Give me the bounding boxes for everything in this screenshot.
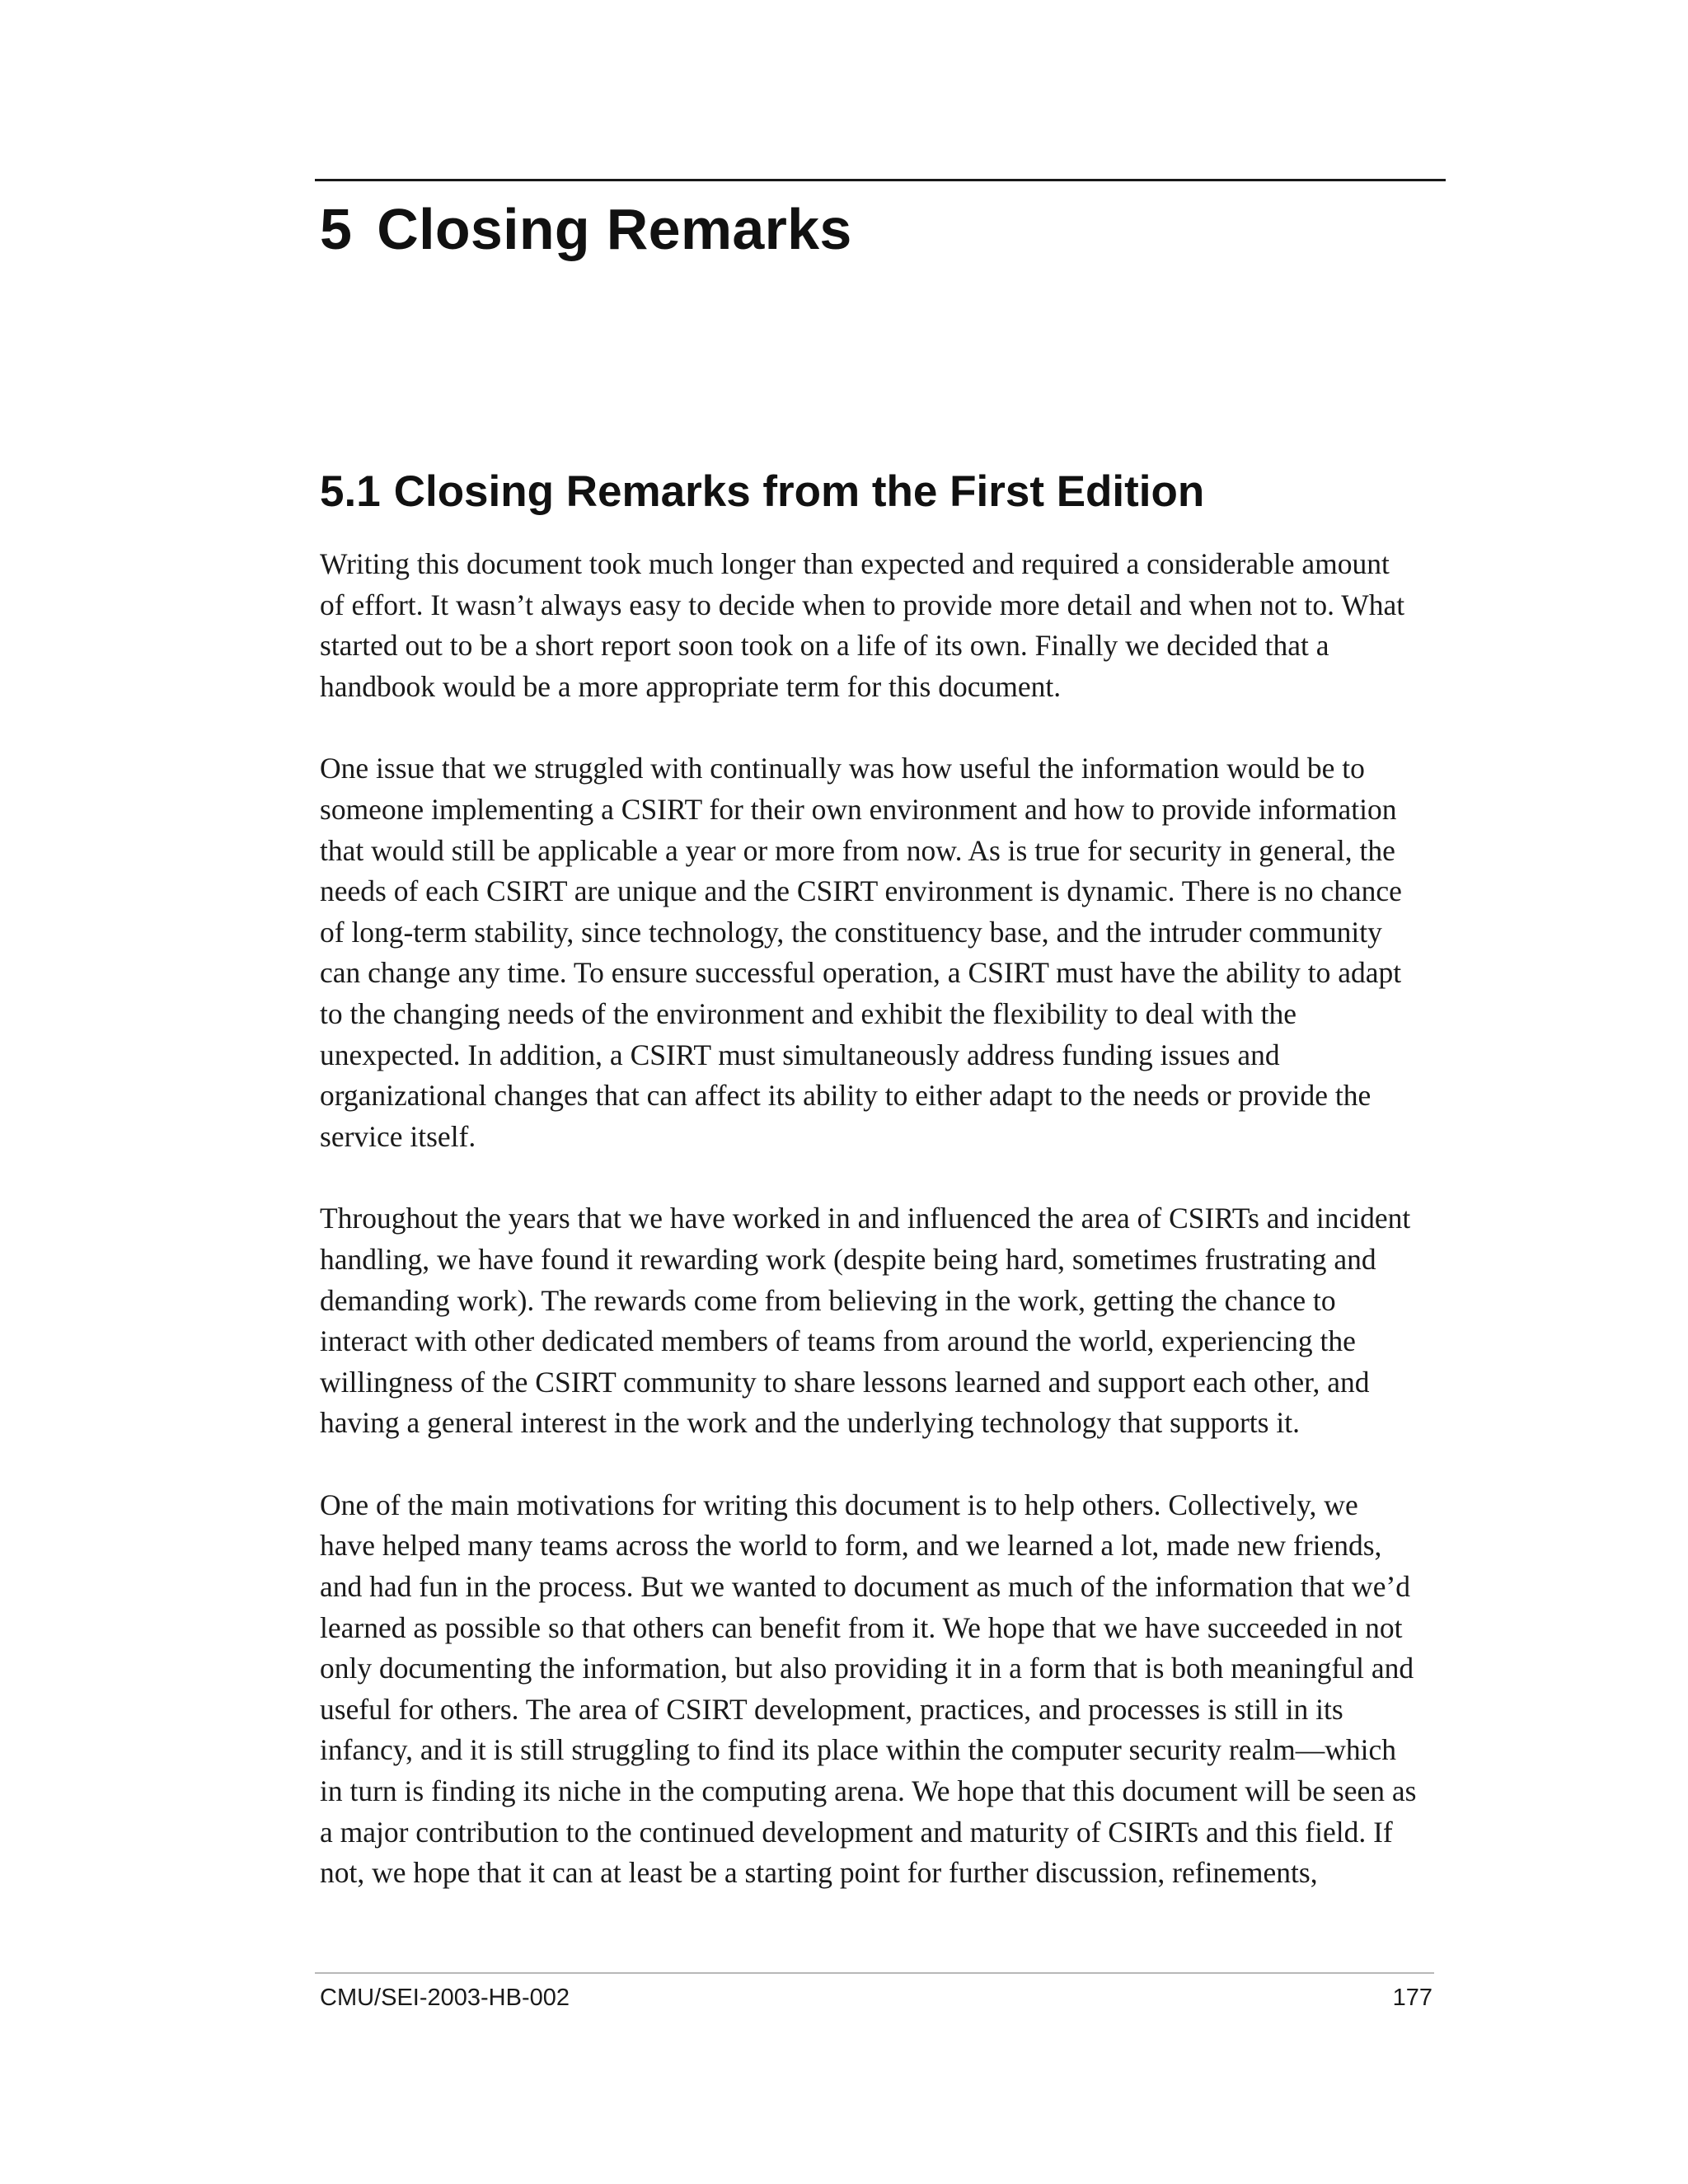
paragraph-line: needs of each CSIRT are unique and the CSIRT environment is dynamic. There is no chance (320, 874, 1402, 908)
chapter-title (320, 194, 852, 264)
paragraph-line: someone implementing a CSIRT for their own environment and how to provide information (320, 792, 1397, 826)
paragraph-line: having a general interest in the work and the underlying technology that supports it. (320, 1406, 1300, 1440)
paragraph-line: that would still be applicable a year or more from now. As is true for security in general, the (320, 833, 1395, 867)
paragraph-line: and had fun in the process. But we wanted to document as much of the information that we’d (320, 1570, 1411, 1604)
paragraph-line: service itself. (320, 1119, 476, 1153)
paragraph-4 (320, 1485, 1449, 1894)
section-number: 5.1 (320, 467, 381, 516)
paragraph-line: Throughout the years that we have worked in and influenced the area of CSIRTs and incident (320, 1202, 1411, 1235)
chapter-top-rule (315, 179, 1446, 181)
paragraph-line: unexpected. In addition, a CSIRT must simultaneously address funding issues and (320, 1038, 1280, 1071)
section-title (320, 463, 1204, 521)
footer-page-number: 177 (1392, 1985, 1432, 2011)
body-text (320, 544, 1449, 1935)
paragraph-3 (320, 1198, 1449, 1444)
paragraph-line: to the changing needs of the environment and exhibit the flexibility to deal with the (320, 996, 1297, 1030)
paragraph-line: learned as possible so that others can benefit from it. We hope that we have succeeded in not (320, 1610, 1403, 1644)
paragraph-line: willingness of the CSIRT community to share lessons learned and support each other, and (320, 1365, 1370, 1399)
paragraph-line: organizational changes that can affect its ability to either adapt to the needs or provide the (320, 1079, 1372, 1113)
paragraph-line: handbook would be a more appropriate term for this document. (320, 669, 1062, 703)
paragraph-line: of long-term stability, since technology, the constituency base, and the intruder community (320, 915, 1382, 949)
paragraph-line: One of the main motivations for writing this document is to help others. Collectively, we (320, 1488, 1358, 1521)
paragraph-line: infancy, and it is still struggling to find its place within the computer security realm—which (320, 1733, 1396, 1767)
paragraph-line: One issue that we struggled with continually was how useful the information would be to (320, 752, 1365, 785)
paragraph-line: useful for others. The area of CSIRT development, practices, and processes is still in its (320, 1692, 1343, 1726)
paragraph-line: Writing this document took much longer than expected and required a considerable amount (320, 547, 1390, 580)
paragraph-line: of effort. It wasn’t always easy to decide when to provide more detail and when not to. What (320, 588, 1405, 621)
paragraph-line: can change any time. To ensure successful operation, a CSIRT must have the ability to adapt (320, 956, 1402, 990)
footer-rule (315, 1972, 1434, 1974)
section-title-text: Closing Remarks from the First Edition (393, 467, 1205, 516)
footer-document-id: CMU/SEI-2003-HB-002 (320, 1985, 570, 2011)
paragraph-line: started out to be a short report soon took on a life of its own. Finally we decided that a (320, 629, 1329, 663)
chapter-title-text: Closing Remarks (377, 197, 852, 261)
paragraph-line: a major contribution to the continued development and maturity of CSIRTs and this field. If (320, 1815, 1393, 1849)
paragraph-line: handling, we have found it rewarding work (despite being hard, sometimes frustrating and (320, 1242, 1376, 1276)
paragraph-line: demanding work). The rewards come from believing in the work, getting the chance to (320, 1283, 1336, 1317)
paragraph-2 (320, 748, 1449, 1157)
paragraph-line: only documenting the information, but also providing it in a form that is both meaningful and (320, 1652, 1414, 1685)
chapter-number: 5 (320, 197, 353, 261)
paragraph-1 (320, 544, 1449, 707)
paragraph-line: have helped many teams across the world to form, and we learned a lot, made new friends, (320, 1529, 1382, 1563)
paragraph-line: not, we hope that it can at least be a starting point for further discussion, refinements, (320, 1856, 1318, 1890)
paragraph-line: interact with other dedicated members of teams from around the world, experiencing the (320, 1324, 1356, 1358)
paragraph-line: in turn is finding its niche in the computing arena. We hope that this document will be seen as (320, 1774, 1417, 1808)
